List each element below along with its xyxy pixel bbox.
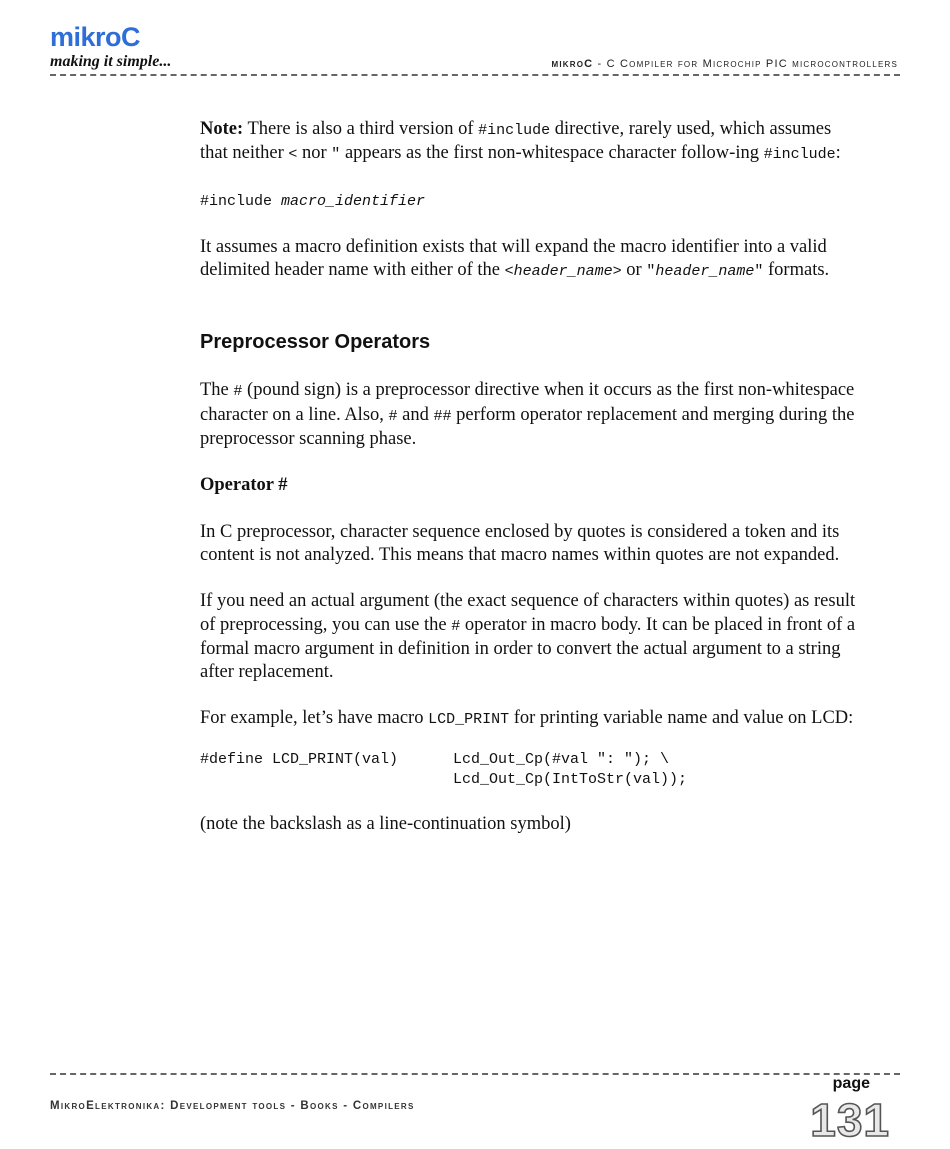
inline-code: <header_name>: [504, 263, 622, 281]
text: nor: [297, 143, 332, 164]
footer-divider: [50, 1073, 900, 1075]
text: operator in macro body. It can be placed in front of a formal macro argument in definition in order to convert the actual argument to a string after replacement.: [200, 614, 856, 683]
footer-text: MikroElektronika: Development tools - Books - Compilers: [50, 1100, 415, 1112]
note-backslash-paragraph: (note the backslash as a line-continuation symbol): [200, 813, 571, 834]
note-label: Note:: [200, 119, 244, 139]
header-title: [551, 58, 898, 70]
section-heading: Preprocessor Operators: [200, 331, 431, 354]
inline-code: #: [451, 617, 461, 635]
code-cell: Lcd_Out_Cp(#val ": "); \: [453, 750, 670, 768]
text: There is also a third version of: [243, 119, 479, 139]
text: :: [835, 143, 841, 164]
operator-paragraph: [200, 590, 860, 684]
text: The: [200, 380, 234, 401]
example-paragraph: [200, 707, 860, 731]
code-line: [200, 750, 687, 770]
inline-code: header_name: [655, 263, 755, 281]
text: and: [397, 404, 434, 425]
inline-code: #include: [478, 122, 551, 139]
tagline: making it simple...: [50, 53, 172, 70]
page-label: page: [832, 1075, 870, 1092]
inline-code: LCD_PRINT: [428, 711, 510, 729]
code-cell: [200, 770, 453, 790]
inline-code: #include: [763, 146, 836, 164]
inline-code: #: [388, 407, 398, 425]
page-content: [200, 118, 860, 859]
text: for printing variable name and value on LCD:: [509, 708, 854, 729]
pound-sign-paragraph: [200, 379, 860, 451]
header-title-brand: mikroC: [551, 58, 594, 70]
macro-definition-paragraph: [200, 236, 860, 284]
code-cell: Lcd_Out_Cp(IntToStr(val));: [453, 770, 688, 788]
mikroc-logo: mikroC: [50, 22, 141, 52]
text: directive, rarely used, which assumes that neither: [200, 119, 832, 164]
page-number: 131: [810, 1094, 890, 1146]
subsection-heading: Operator #: [200, 475, 288, 496]
text: (pound sign) is a preprocessor directive when it occurs as the first non-whitespace character on a line. Also,: [200, 380, 855, 425]
inline-code: <: [288, 146, 298, 164]
code-text: #include: [200, 192, 282, 210]
code-line: [200, 770, 687, 790]
text: formats.: [763, 260, 830, 281]
code-define-block: [200, 750, 687, 790]
code-arg: macro_identifier: [281, 192, 426, 210]
inline-code: ": [646, 263, 656, 281]
token-paragraph: In C preprocessor, character sequence enclosed by quotes is considered a token and its content is not analyzed. This means that macro names within quotes are not expanded.: [200, 521, 840, 565]
text: For example, let’s have macro: [200, 708, 429, 729]
text: appears as the first non-whitespace character follow-ing: [340, 143, 764, 164]
text: If you need an actual argument (the exact sequence of characters within quotes) as result of preprocessing, you can use the: [200, 591, 856, 635]
code-include-macro: [200, 190, 860, 213]
header-title-rest: - C Compiler for Microchip PIC microcontrollers: [593, 58, 898, 70]
note-paragraph: [200, 118, 860, 167]
inline-code: ": [331, 146, 341, 164]
header-divider: [50, 74, 900, 76]
inline-code: ": [754, 263, 764, 281]
inline-code: ##: [433, 407, 452, 425]
inline-code: #: [233, 383, 243, 401]
code-cell: #define LCD_PRINT(val): [200, 750, 399, 768]
text: or: [621, 260, 647, 281]
text: perform operator replacement and merging during the preprocessor scanning phase.: [200, 404, 855, 450]
text: It assumes a macro definition exists that will expand the macro identifier into a valid delimited header name with either of the: [200, 236, 827, 281]
